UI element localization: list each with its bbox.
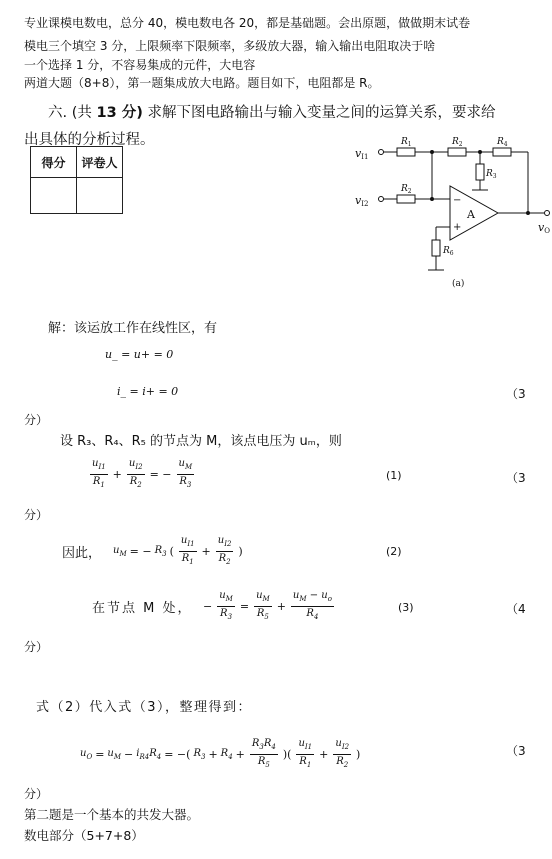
score-cell[interactable] [31, 178, 77, 214]
digital-section: 数电部分（5+7+8） [24, 828, 144, 843]
fen-2: 分） [24, 508, 49, 522]
fen-1: 分） [24, 413, 49, 427]
grader-header: 评卷人 [77, 147, 123, 178]
equation-3: − $\frac{u_M}{R_3}$ = $\frac{u_M}{R_5}$ + $\frac{u_M - u_o}{R_4}$ [203, 590, 332, 621]
intro-line-2: 模电三个填空 3 分，上限频率下限频率，多级放大器，输入输出电阻取决于啥 [24, 39, 436, 53]
fen-3: 分） [24, 640, 49, 654]
vi2-terminal [379, 197, 384, 202]
node-definition: 设 R₃、R₄、R₅ 的节点为 M，该点电压为 uₘ，则 [60, 434, 342, 449]
node-m-label: 在节点 M 处， [92, 601, 193, 616]
circuit-diagram [350, 130, 552, 290]
r3-label: $R_3$ [486, 169, 497, 180]
r3-resistor [476, 164, 484, 180]
score-mark-3a: （3 [506, 387, 526, 401]
eq-voltage-zero: u_ = u+ = 0 [105, 348, 174, 361]
problem-text-1: 求解下图电路输出与输入变量之间的运算关系，要求给 [147, 105, 496, 121]
r6-resistor [432, 240, 440, 256]
score-mark-3b: （3 [506, 471, 526, 485]
intro-line-1: 专业课模电数电，总分 40，模电数电各 20，都是基础题。会出原题，做做期末试卷 [24, 16, 471, 30]
problem-number: 六. (共 [48, 105, 92, 121]
equation-2: $u_M$ = − $R_3$ ( $\frac{u_{I1}}{R_1}$ + $\frac{u_{I2}}{R_2}$ ) [113, 535, 243, 566]
score-mark-4: （4 [506, 602, 526, 616]
r2-top-resistor [448, 148, 466, 156]
score-header: 得分 [31, 147, 77, 178]
fen-4: 分） [24, 787, 49, 801]
eq1-number: (1) [386, 469, 402, 482]
substitute-text: 式（2）代入式（3），整理得到： [36, 700, 253, 715]
equation-1: $\frac{u_{I1}}{R_1}$ + $\frac{u_{I2}}{R_2}$ = − $\frac{u_M}{R_3}$ [92, 458, 193, 489]
eq3-number: (3) [398, 601, 414, 614]
score-mark-3c: （3 [506, 744, 526, 758]
grader-cell[interactable] [77, 178, 123, 214]
problem-points: 13 分) [96, 105, 143, 121]
vo-label: vO [538, 221, 550, 235]
final-equation: $u_O$ = $u_M$ − $i_{R4}R_4$ = −( $R_3$ + $R_4$ + $\frac{R_3R_4}{R_5}$ )( $\frac{u_{I1}}{R_1}$ + $\frac{u_{I2}}{R_2}$ ) [80, 738, 361, 769]
r4-label: $R_4$ [497, 137, 508, 148]
r2-label: $R_2$ [401, 184, 412, 195]
solution-intro: 解：该运放工作在线性区，有 [48, 321, 218, 336]
r6-label: $R_6$ [443, 246, 454, 257]
vi1-label: vI1 [355, 147, 369, 161]
amp-label: A [467, 208, 475, 221]
eq2-number: (2) [386, 545, 402, 558]
circuit-caption: (a) [452, 279, 465, 289]
inverting-sign: − [453, 195, 462, 206]
vi1-terminal [379, 150, 384, 155]
intro-line-4: 两道大题（8+8），第一题集成放大电路。题目如下，电阻都是 R。 [24, 76, 380, 90]
yinci-label: 因此， [62, 546, 102, 561]
problem-text-2: 出具体的分析过程。 [24, 132, 155, 148]
intro-line-3: 一个选择 1 分，不容易集成的元件，大电容 [24, 58, 256, 72]
score-table [30, 146, 123, 214]
problem-heading [48, 101, 495, 122]
eq-current-zero: i_ = i+ = 0 [117, 385, 179, 398]
r1-label: $R_1$ [401, 137, 412, 148]
r2-top-label: $R_2$ [452, 137, 463, 148]
vi2-label: vI2 [355, 194, 369, 208]
r4-resistor [493, 148, 511, 156]
vo-terminal [545, 211, 550, 216]
question-2-note: 第二题是一个基本的共发大器。 [24, 807, 200, 822]
noninverting-sign: + [453, 222, 462, 233]
r2-resistor [397, 195, 415, 203]
r1-resistor [397, 148, 415, 156]
